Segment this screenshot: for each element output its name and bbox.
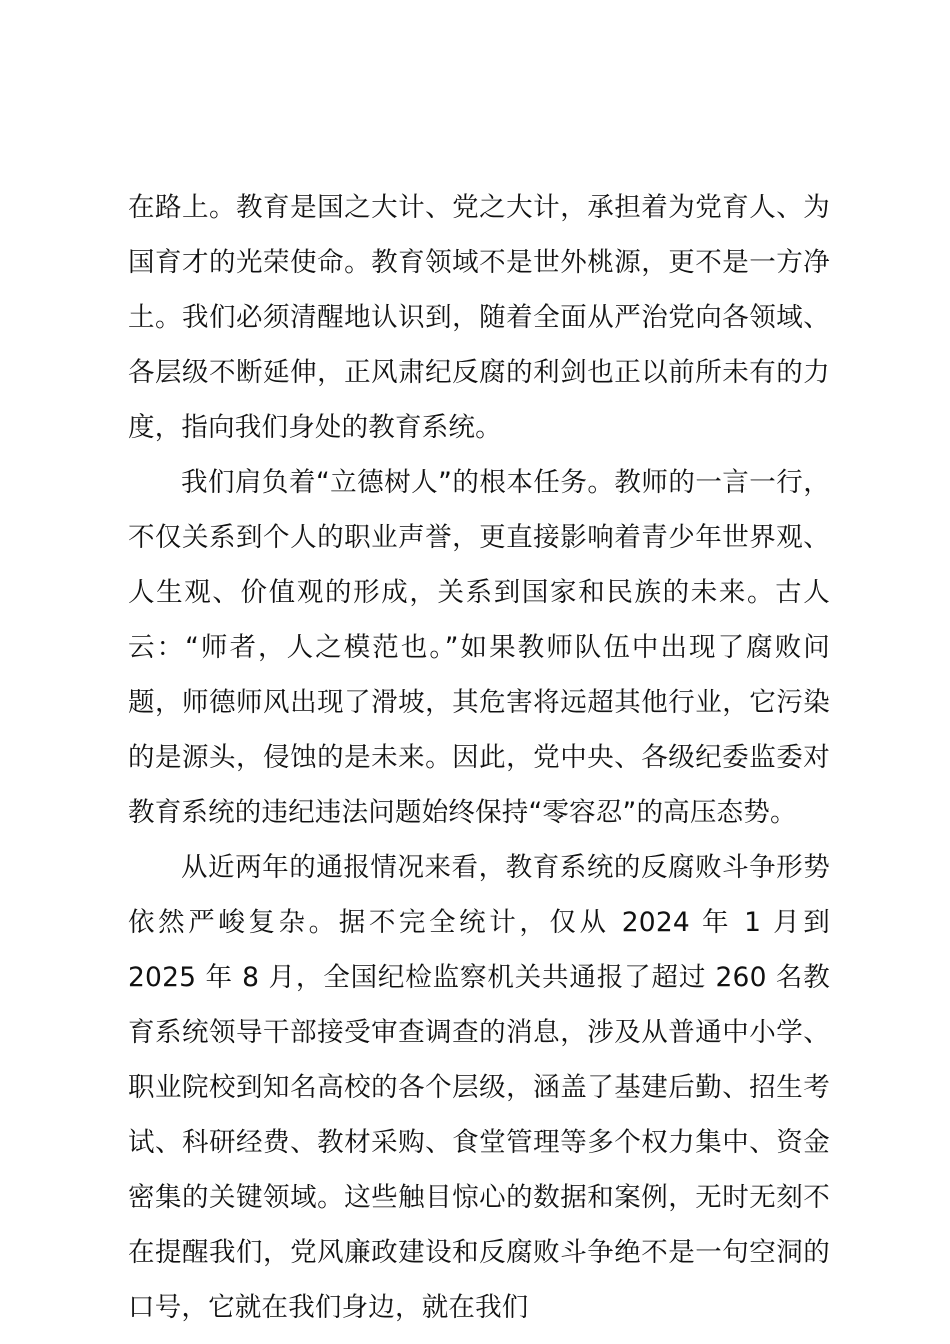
document-body bbox=[128, 180, 830, 1335]
paragraph-1: 在路上。教育是国之大计、党之大计，承担着为党育人、为国育才的光荣使命。教育领域不是世外桃源，更不是一方净土。我们必须清醒地认识到，随着全面从严治党向各领域、各层级不断延伸，正风肃纪反腐的利剑也正以前所未有的力度，指向我们身处的教育系统。 bbox=[128, 192, 830, 443]
paragraph-2: 我们肩负着“立德树人”的根本任务。教师的一言一行，不仅关系到个人的职业声誉，更直接影响着青少年世界观、人生观、价值观的形成，关系到国家和民族的未来。古人云：“师者，人之模范也。”如果教师队伍中出现了腐败问题，师德师风出现了滑坡，其危害将远超其他行业，它污染的是源头，侵蚀的是未来。因此，党中央、各级纪委监委对教育系统的违纪违法问题始终保持“零容忍”的高压态势。 bbox=[128, 467, 830, 828]
paragraph-3: 从近两年的通报情况来看，教育系统的反腐败斗争形势依然严峻复杂。据不完全统计，仅从 2024 年 1 月到 2025 年 8 月，全国纪检监察机关共通报了超过 260 名教育系统领导干部接受审查调查的消息，涉及从普通中小学、职业院校到知名高校的各个层级，涵盖了基建后勤、招生考试、科研经费、教材采购、食堂管理等多个权力集中、资金密集的关键领域。这些触目惊心的数据和案例，无时无刻不在提醒我们，党风廉政建设和反腐败斗争绝不是一句空洞的口号，它就在我们身边，就在我们 bbox=[128, 852, 830, 1323]
